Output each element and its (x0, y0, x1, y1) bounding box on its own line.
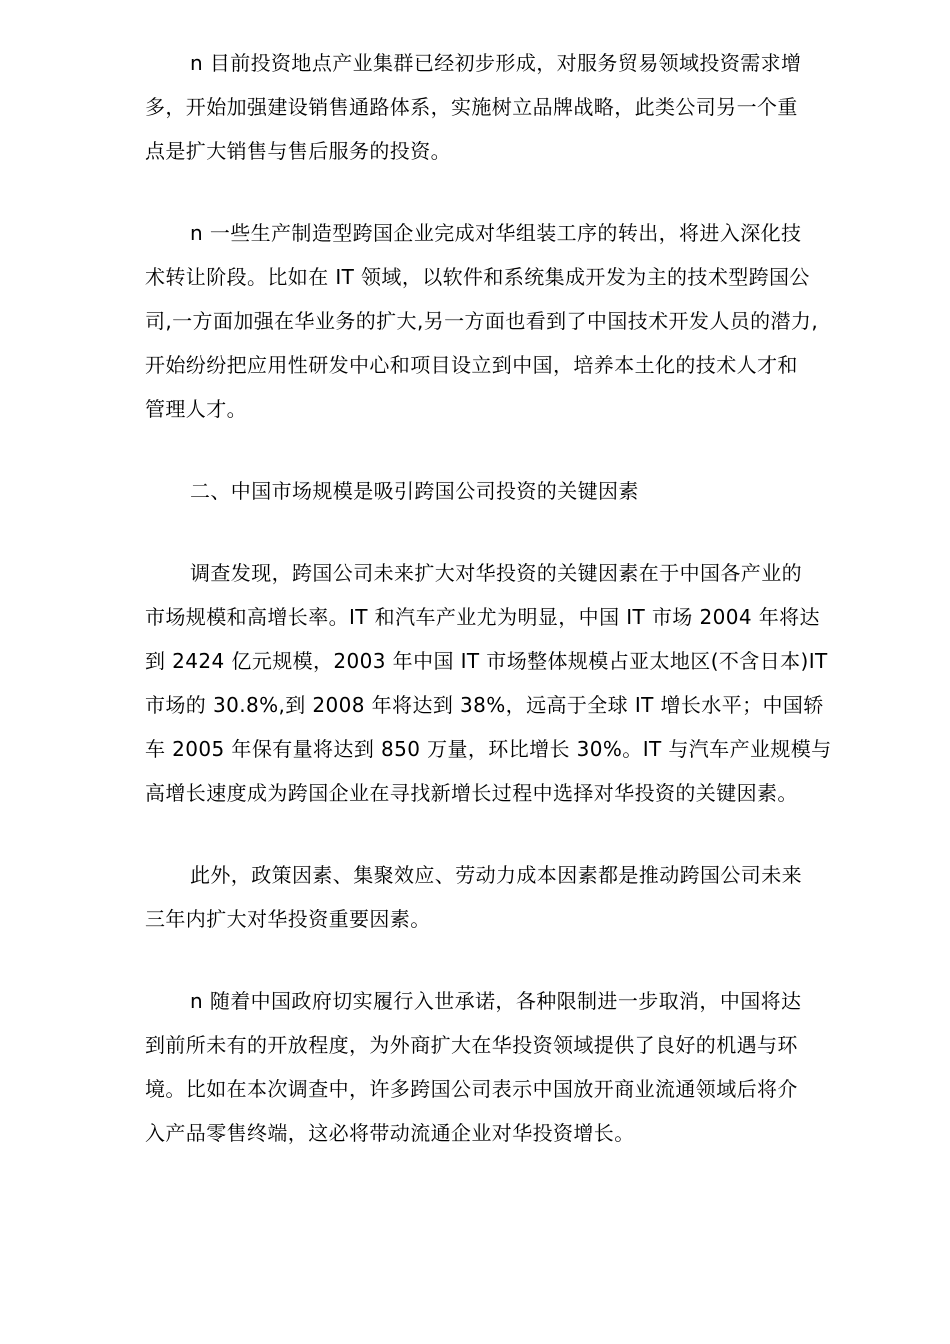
text-line: 此外，政策因素、集聚效应、劳动力成本因素都是推动跨国公司未来 (190, 863, 802, 887)
text-line: 到 2424 亿元规模，2003 年中国 IT 市场整体规模占亚太地区(不含日本)IT (145, 649, 828, 673)
text-line: 三年内扩大对华投资重要因素。 (145, 907, 431, 931)
text-line: 境。比如在本次调查中，许多跨国公司表示中国放开商业流通领域后将介 (145, 1077, 798, 1101)
text-line: 入产品零售终端，这必将带动流通企业对华投资增长。 (145, 1121, 635, 1145)
text-line: 司,一方面加强在华业务的扩大,另一方面也看到了中国技术开发人员的潜力, (145, 309, 819, 333)
text-line: n 随着中国政府切实履行入世承诺，各种限制进一步取消，中国将达 (190, 989, 802, 1013)
text-line: 多，开始加强建设销售通路体系，实施树立品牌战略，此类公司另一个重 (145, 95, 798, 119)
text-line: 市场的 30.8%,到 2008 年将达到 38%，远高于全球 IT 增长水平；中国轿 (145, 693, 824, 717)
text-line: n 一些生产制造型跨国企业完成对华组装工序的转出，将进入深化技 (190, 221, 802, 245)
text-line: 开始纷纷把应用性研发中心和项目设立到中国，培养本土化的技术人才和 (145, 353, 798, 377)
text-line: 到前所未有的开放程度，为外商扩大在华投资领域提供了良好的机遇与环 (145, 1033, 798, 1057)
text-line: 管理人才。 (145, 397, 247, 421)
heading-market-scale: 二、中国市场规模是吸引跨国公司投资的关键因素 (190, 479, 639, 503)
text-line: 车 2005 年保有量将达到 850 万量，环比增长 30%。IT 与汽车产业规模与 (145, 737, 832, 761)
text-line: 调查发现，跨国公司未来扩大对华投资的关键因素在于中国各产业的 (190, 561, 802, 585)
text-line: 高增长速度成为跨国企业在寻找新增长过程中选择对华投资的关键因素。 (145, 781, 798, 805)
text-line: 术转让阶段。比如在 IT 领域，以软件和系统集成开发为主的技术型跨国公 (145, 265, 810, 289)
text-line: n 目前投资地点产业集群已经初步形成，对服务贸易领域投资需求增 (190, 51, 802, 75)
text-line: 点是扩大销售与售后服务的投资。 (145, 139, 451, 163)
text-line: 市场规模和高增长率。IT 和汽车产业尤为明显，中国 IT 市场 2004 年将达 (145, 605, 820, 629)
